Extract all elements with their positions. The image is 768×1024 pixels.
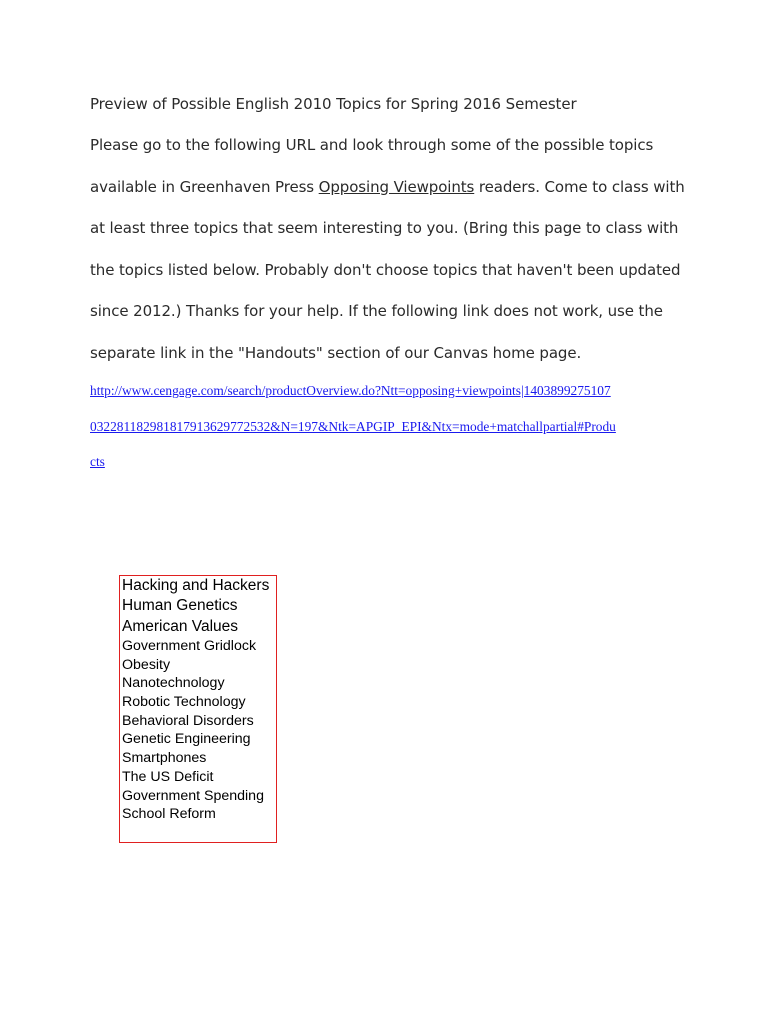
paragraph-line: at least three topics that seem interesting to you. (Bring this page to class with	[90, 219, 679, 237]
paragraph-text: available in Greenhaven Press	[90, 177, 319, 196]
url-link-line[interactable]: http://www.cengage.com/search/productOverview.do?Ntt=opposing+viewpoints|1403899275107	[90, 383, 611, 398]
topic-item: Genetic Engineering	[122, 731, 251, 748]
paragraph-line	[90, 177, 690, 219]
topic-item: Smartphones	[122, 750, 207, 767]
url-link-line[interactable]: 032281182981817913629772532&N=197&Ntk=APGIP_EPI&Ntx=mode+matchallpartial#Produ	[90, 418, 616, 434]
cengage-url-link[interactable]	[90, 382, 690, 489]
paragraph-text: readers. Come to class with	[474, 177, 685, 196]
topic-item: American Values	[122, 617, 239, 635]
topic-item: Nanotechnology	[122, 675, 225, 692]
topic-item: Hacking and Hackers	[122, 577, 270, 594]
topic-item: Government Gridlock	[122, 637, 257, 654]
topic-item: Obesity	[122, 656, 171, 673]
topic-item: Government Spending	[122, 787, 264, 804]
opposing-viewpoints-title: Opposing Viewpoints	[318, 177, 475, 196]
topic-item: School Reform	[122, 806, 216, 823]
paragraph-line: separate link in the "Handouts" section of our Canvas home page.	[90, 343, 582, 362]
topic-item: Robotic Technology	[122, 694, 246, 710]
paragraph-line: Please go to the following URL and look through some of the possible topics	[90, 136, 654, 154]
url-link-line[interactable]: cts	[90, 454, 105, 469]
paragraph-line: the topics listed below. Probably don't choose topics that haven't been updated	[90, 260, 681, 279]
instructions-paragraph	[90, 135, 690, 384]
paragraph-line: since 2012.) Thanks for your help. If the following link does not work, use the	[90, 302, 663, 320]
topic-item: Human Genetics	[122, 597, 238, 615]
document-title: Preview of Possible English 2010 Topics for Spring 2016 Semester	[90, 95, 577, 113]
topic-item: Behavioral Disorders	[122, 712, 254, 729]
topic-item: The US Deficit	[122, 768, 214, 785]
topics-list-box	[119, 575, 277, 843]
